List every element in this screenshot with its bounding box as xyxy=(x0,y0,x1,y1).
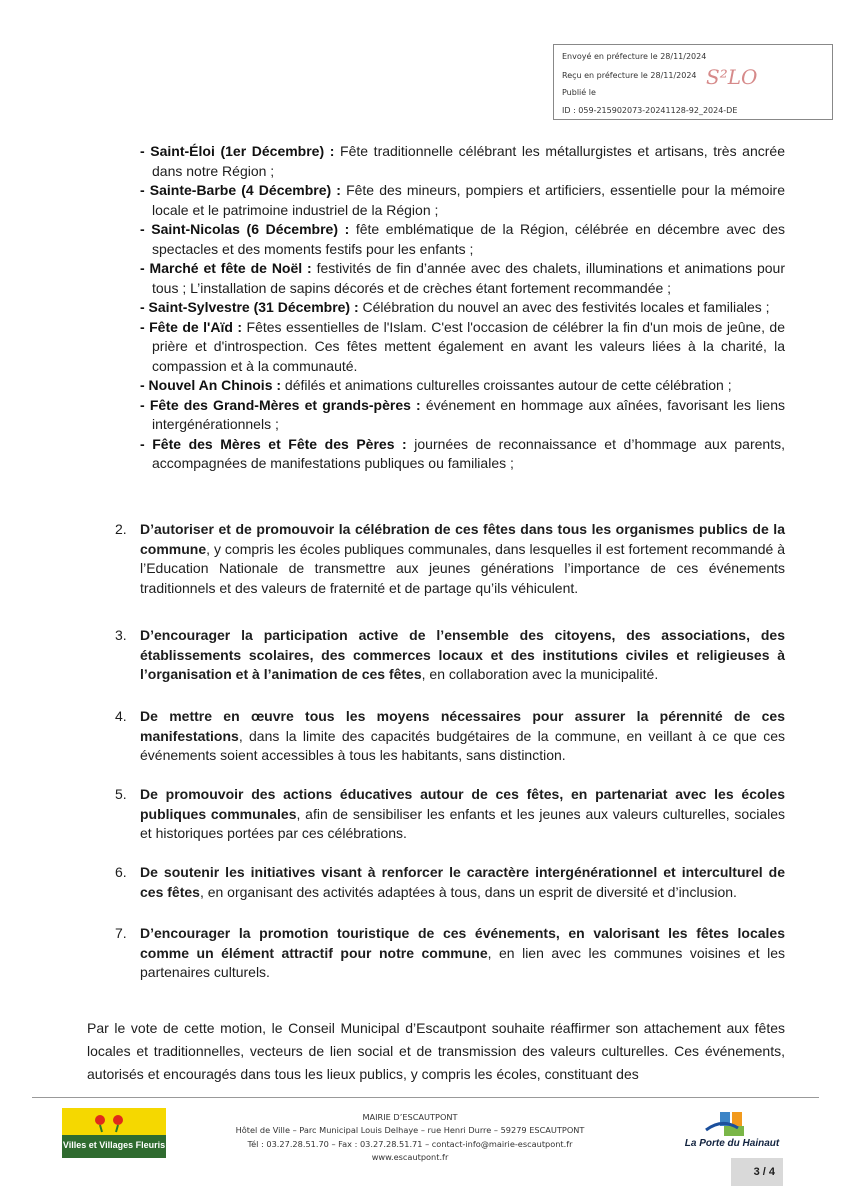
celebration-description: Fête des mineurs, pompiers et artificiers, essentielle pour la mémoire locale et le patrimoine industriel de la Région ; xyxy=(152,182,786,218)
footer-website: www.escautpont.fr xyxy=(371,1151,449,1162)
right-logo-label: La Porte du Hainaut xyxy=(684,1138,780,1149)
celebration-name: - Marché et fête de Noël : xyxy=(140,260,312,276)
stamp-id: ID : 059-215902073-20241128-92_2024-DE xyxy=(562,106,738,115)
resolution-number: 4. xyxy=(115,708,127,724)
resolution-plain-text: , y compris les écoles publiques communales, dans lesquelles il est fortement recommandé à l’Education Nationale de transmettre aux jeunes générations l’importance de ces événements traditionnels et des valeurs de fraternité et de partage qu’ils véhiculent. xyxy=(140,540,785,596)
resolution-bold-text: De promouvoir des actions éducatives autour de ces fêtes, en partenariat avec les écoles publiques communales xyxy=(140,786,785,822)
svg-text:Villes et Villages Fleuris: Villes et Villages Fleuris xyxy=(62,1140,166,1150)
footer-title: MAIRIE D’ESCAUTPONT xyxy=(362,1112,458,1122)
celebration-item xyxy=(140,142,785,181)
resolution-text xyxy=(140,924,785,983)
celebration-item xyxy=(140,376,785,396)
celebration-name: - Fête des Mères et Fête des Pères : xyxy=(140,435,407,452)
resolution-text xyxy=(140,626,785,685)
celebration-name: - Saint-Sylvestre (31 Décembre) : xyxy=(140,299,359,315)
celebration-name: - Sainte-Barbe (4 Décembre) : xyxy=(140,182,341,198)
resolution-plain-text: , dans la limite des capacités budgétaires de la commune, en veillant à ce que ces événements soient accessibles à tous les habitants, sans distinction. xyxy=(140,727,785,763)
celebration-item xyxy=(140,318,785,377)
celebration-description: journées de reconnaissance et d’hommage aux parents, accompagnées de manifestations publiques ou familiales ; xyxy=(152,435,785,471)
celebration-item xyxy=(140,298,785,318)
resolution-bold-text: De soutenir les initiatives visant à renforcer le caractère intergénérationnel et interculturel de ces fêtes xyxy=(140,864,785,900)
footer-address: Hôtel de Ville – Parc Municipal Louis Delhaye – rue Henri Durre – 59279 ESCAUTPONT xyxy=(235,1125,585,1136)
resolution-item xyxy=(115,707,785,766)
footer-divider xyxy=(32,1097,819,1098)
resolution-text xyxy=(140,785,785,844)
resolution-item xyxy=(115,863,785,902)
celebration-description: fête emblématique de la Région, célébrée en décembre avec des spectacles et des moments festifs pour les enfants ; xyxy=(152,221,785,257)
stamp-published: Publié le xyxy=(562,88,596,97)
resolution-item xyxy=(115,520,785,598)
resolution-plain-text: , en lien avec les communes voisines et les partenaires culturels. xyxy=(140,944,785,980)
celebration-item xyxy=(140,259,785,298)
celebration-description: événement en hommage aux aînées, favorisant les liens intergénérationnels ; xyxy=(152,396,785,432)
resolution-text xyxy=(140,863,785,902)
resolution-number: 5. xyxy=(115,786,127,802)
resolution-item xyxy=(115,924,785,983)
resolution-bold-text: D’autoriser et de promouvoir la célébration de ces fêtes dans tous les organismes publics de la commune xyxy=(140,521,785,557)
celebration-item xyxy=(140,396,785,435)
stamp-sent-date: Envoyé en préfecture le 28/11/2024 xyxy=(562,52,707,61)
celebration-description: Fêtes essentielles de l'Islam. C'est l'occasion de célébrer la fin d'un mois de jeûne, de prière et d'introspection. Ces fêtes mettent également en avant les valeurs liées à la charité, la compassion et à la communauté. xyxy=(152,318,785,374)
resolution-text xyxy=(140,520,785,598)
celebration-name: - Saint-Nicolas (6 Décembre) : xyxy=(140,221,350,237)
celebration-description: Célébration du nouvel an avec des festivités locales et familiales ; xyxy=(358,299,770,315)
footer-contact: Tél : 03.27.28.51.70 – Fax : 03.27.28.51.71 – contact-info@mairie-escautpont.fr xyxy=(247,1138,573,1149)
celebration-description: festivités de fin d’année avec des chalets, illuminations et animations pour tous ; L’installation de sapins décorés et de crèches étant fortement recommandée ; xyxy=(152,260,785,296)
resolution-bold-text: D’encourager la promotion touristique de ces événements, en valorisant les fêtes locales comme un élément attractif pour notre commune xyxy=(140,925,785,961)
villes-villages-fleuris-logo xyxy=(62,1108,166,1158)
resolution-bold-text: D’encourager la participation active de l’ensemble des citoyens, des associations, des établissements scolaires, des commerces locaux et des institutions civiles et religieuses à l’organisation et à l’animation de ces fêtes xyxy=(140,627,785,682)
celebration-name: - Fête des Grand-Mères et grands-pères : xyxy=(140,396,421,413)
resolution-item xyxy=(115,785,785,844)
celebrations-list xyxy=(140,142,785,474)
celebration-name: - Saint-Éloi (1er Décembre) : xyxy=(140,143,335,159)
celebration-description: Fête traditionnelle célébrant les métallurgistes et artisans, très ancrée dans notre Région ; xyxy=(152,143,785,179)
celebration-item xyxy=(140,435,785,474)
resolution-bold-text: De mettre en œuvre tous les moyens nécessaires pour assurer la pérennité de ces manifestations xyxy=(140,708,785,744)
resolution-text xyxy=(140,707,785,766)
resolution-item xyxy=(115,626,785,685)
resolution-number: 3. xyxy=(115,627,127,643)
resolution-number: 7. xyxy=(115,925,127,941)
stamp-received-date: Reçu en préfecture le 28/11/2024 xyxy=(562,71,697,80)
resolution-number: 6. xyxy=(115,864,127,880)
prefecture-stamp xyxy=(553,44,833,120)
celebration-description: défilés et animations culturelles croissantes autour de cette célébration ; xyxy=(281,377,732,393)
stamp-signature: S²LO xyxy=(706,65,758,89)
resolution-plain-text: , en organisant des activités adaptées à tous, dans un esprit de diversité et d’inclusion. xyxy=(199,883,737,900)
celebration-item xyxy=(140,220,785,259)
resolution-number: 2. xyxy=(115,521,127,537)
footer-address-block xyxy=(200,1111,620,1164)
page-number: 3 / 4 xyxy=(731,1158,783,1186)
resolution-plain-text: , en collaboration avec la municipalité. xyxy=(421,666,659,682)
resolution-plain-text: , afin de sensibiliser les enfants et les jeunes aux valeurs culturelles, sociales et historiques portées par ces célébrations. xyxy=(140,805,785,841)
celebration-item xyxy=(140,181,785,220)
celebration-name: - Nouvel An Chinois : xyxy=(140,377,282,393)
celebration-name: - Fête de l'Aïd : xyxy=(140,318,243,335)
closing-paragraph: Par le vote de cette motion, le Conseil Municipal d’Escautpont souhaite réaffirmer son attachement aux fêtes locales et traditionnelles, vecteurs de lien social et de transmission des valeurs culturelles. Ces événements, autorisés et encouragés dans tous les lieux publics, y compris les écoles, constituant des xyxy=(87,1020,785,1082)
